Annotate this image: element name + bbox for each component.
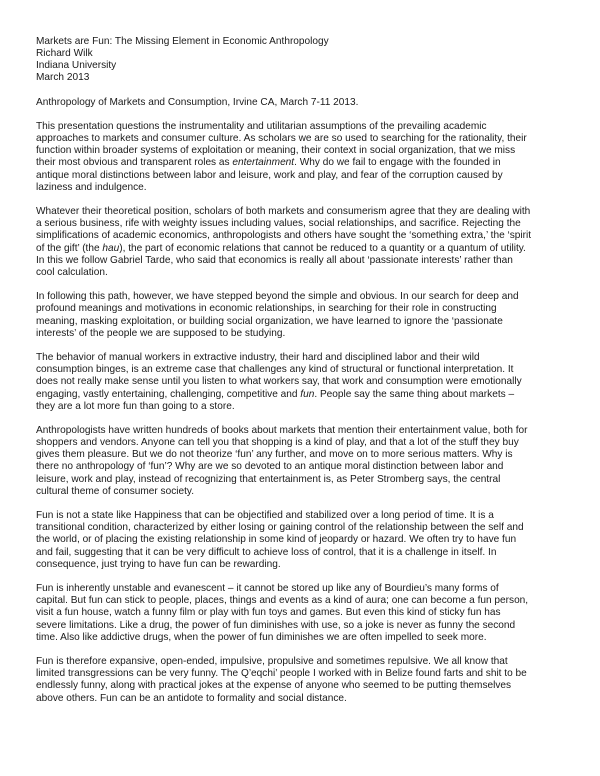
paragraph-8: [36, 656, 576, 705]
body-text: [36, 121, 576, 705]
paragraph-line: meaning, masking exploitation, or building social organization, we have learned to ignore the ‘passionate: [36, 315, 503, 327]
paragraph-2: [36, 206, 576, 279]
paragraph-3: [36, 291, 576, 340]
emphasis: entertainment: [232, 157, 295, 169]
paragraph-7: [36, 583, 576, 644]
paragraph-line: engaging, vastly entertaining, challenging, competitive and fun. People say the same thing about markets –: [36, 388, 515, 400]
paragraph-line: This presentation questions the instrumentality and utilitarian assumptions of the prevailing academic: [36, 120, 487, 132]
paragraph-line: transitional condition, characterized by either losing or gaining control of the relationship between the self and: [36, 522, 524, 534]
author-institution: Indiana University: [36, 60, 117, 72]
paragraph-line: there no anthropology of ‘fun’? Why are we so devoted to an antique moral distinction between labor and: [36, 461, 504, 473]
paragraph-line: endlessly funny, along with practical jokes at the expense of anyone who seemed to be putting themselves: [36, 680, 512, 692]
paragraph-line: In this we follow Gabriel Tarde, who said that economics is really all about ‘passionate interests’ rather than: [36, 254, 513, 266]
paragraph-line: leisure, work and play, instead of recognizing that entertainment is, as Peter Stromberg says, the central: [36, 473, 501, 485]
document-page: [36, 36, 576, 705]
paragraph-line: visit a fun house, watch a funny film or play with fun toys and games. But even this kind of sticky fun has: [36, 607, 501, 619]
paragraph-line: and fail, suggesting that it can be very difficult to achieve loss of control, that it is a challenge in itself. In: [36, 546, 497, 558]
paragraph-line: Fun is therefore expansive, open-ended, impulsive, propulsive and sometimes repulsive. We all know that: [36, 656, 508, 668]
paragraph-line: profound meanings and motivations in economic relationships, in searching for their role in constructing: [36, 303, 497, 315]
paragraph-line: antique moral distinctions between labor and leisure, work and play, and fear of the corruption caused by: [36, 169, 503, 181]
paragraph-6: [36, 510, 576, 571]
paragraph-line: consequence, just trying to have fun can be rewarding.: [36, 558, 281, 570]
paragraph-line: capital. But fun can stick to people, places, things and events as a kind of aura; one can become a fun person,: [36, 595, 529, 607]
document-title: Markets are Fun: The Missing Element in Economic Anthropology: [36, 36, 329, 47]
paragraph-line: laziness and indulgence.: [36, 181, 147, 193]
paragraph-line: interests’ of the people we are supposed to be studying.: [36, 327, 286, 339]
paragraph-line: approaches to markets and consumer culture. As scholars we are so used to searching for the rationality, their: [36, 133, 527, 145]
paragraph-line: Fun is not a state like Happiness that can be objectified and stabilized over a long period of time. It is a: [36, 510, 494, 522]
paragraph-line: The behavior of manual workers in extractive industry, their hard and disciplined labor and their wild: [36, 352, 480, 364]
paragraph-line: shoppers and vendors. Anyone can tell you that shopping is a kind of play, and that a lot of the stuff they buy: [36, 437, 519, 449]
paragraph-1: [36, 121, 576, 194]
paragraph-line: the world, or of placing the existing relationship in some kind of jeopardy or hazard. We often try to have fun: [36, 534, 517, 546]
paragraph-line: In following this path, however, we have stepped beyond the simple and obvious. In our search for deep and: [36, 291, 519, 303]
paragraph-line: a serious business, rife with weighty issues including values, social relationships, and sacrifice. Rejecting the: [36, 218, 521, 230]
paragraph-line: does not really make sense until you listen to what workers say, that work and consumption were emotionally: [36, 376, 522, 388]
paragraph-line: their most obvious and transparent roles as entertainment. Why do we fail to engage with the founded in: [36, 157, 501, 169]
paragraph-line: they are a lot more fun than going to a store.: [36, 400, 235, 412]
paragraph-line: consumption binges, is an extreme case that challenges any kind of structural or functional interpretation. It: [36, 364, 514, 376]
author-name: Richard Wilk: [36, 48, 93, 60]
document-date: March 2013: [36, 72, 90, 84]
paragraph-4: [36, 352, 576, 413]
emphasis: fun: [300, 388, 315, 400]
emphasis: hau: [102, 242, 120, 254]
paragraph-line: time. Also like addictive drugs, when the power of fun diminishes we are often impelled to seek more.: [36, 631, 487, 643]
conference-line: Anthropology of Markets and Consumption, Irvine CA, March 7-11 2013.: [36, 96, 359, 108]
paragraph-line: limited transgressions can be very funny. The Q’eqchi’ people I worked with in Belize found farts and shit to be: [36, 668, 527, 680]
paragraph-line: Anthropologists have written hundreds of books about markets that mention their entertainment value, both for: [36, 425, 528, 436]
paragraph-5: [36, 425, 576, 498]
paragraph-line: of the gift’ (the hau), the part of economic relations that cannot be reduced to a quantity or a quantum of utility.: [36, 242, 526, 254]
paragraph-line: above others. Fun can be an antidote to formality and social distance.: [36, 692, 347, 704]
paragraph-line: cultural theme of consumer society.: [36, 485, 195, 497]
paragraph-line: cool calculation.: [36, 266, 108, 278]
paragraph-line: severe limitations. Like a drug, the power of fun diminishes with use, so a joke is never as funny the second: [36, 619, 516, 631]
paragraph-line: Fun is inherently unstable and evanescent – it cannot be stored up like any of Bourdieu’s many forms of: [36, 583, 499, 595]
paragraph-line: Whatever their theoretical position, scholars of both markets and consumerism agree that they are dealing with: [36, 206, 531, 218]
paragraph-line: function within broader systems of exploitation or meaning, their context in social organization, that we miss: [36, 145, 516, 157]
paragraph-line: simplifications of academic economics, anthropologists and others have sought the ‘something extra,’ the ‘spirit: [36, 230, 532, 242]
paragraph-line: gives them pleasure. But we do not theorize ‘fun’ any further, and move on to more serious matters. Why is: [36, 449, 513, 461]
document-header: [36, 36, 576, 85]
